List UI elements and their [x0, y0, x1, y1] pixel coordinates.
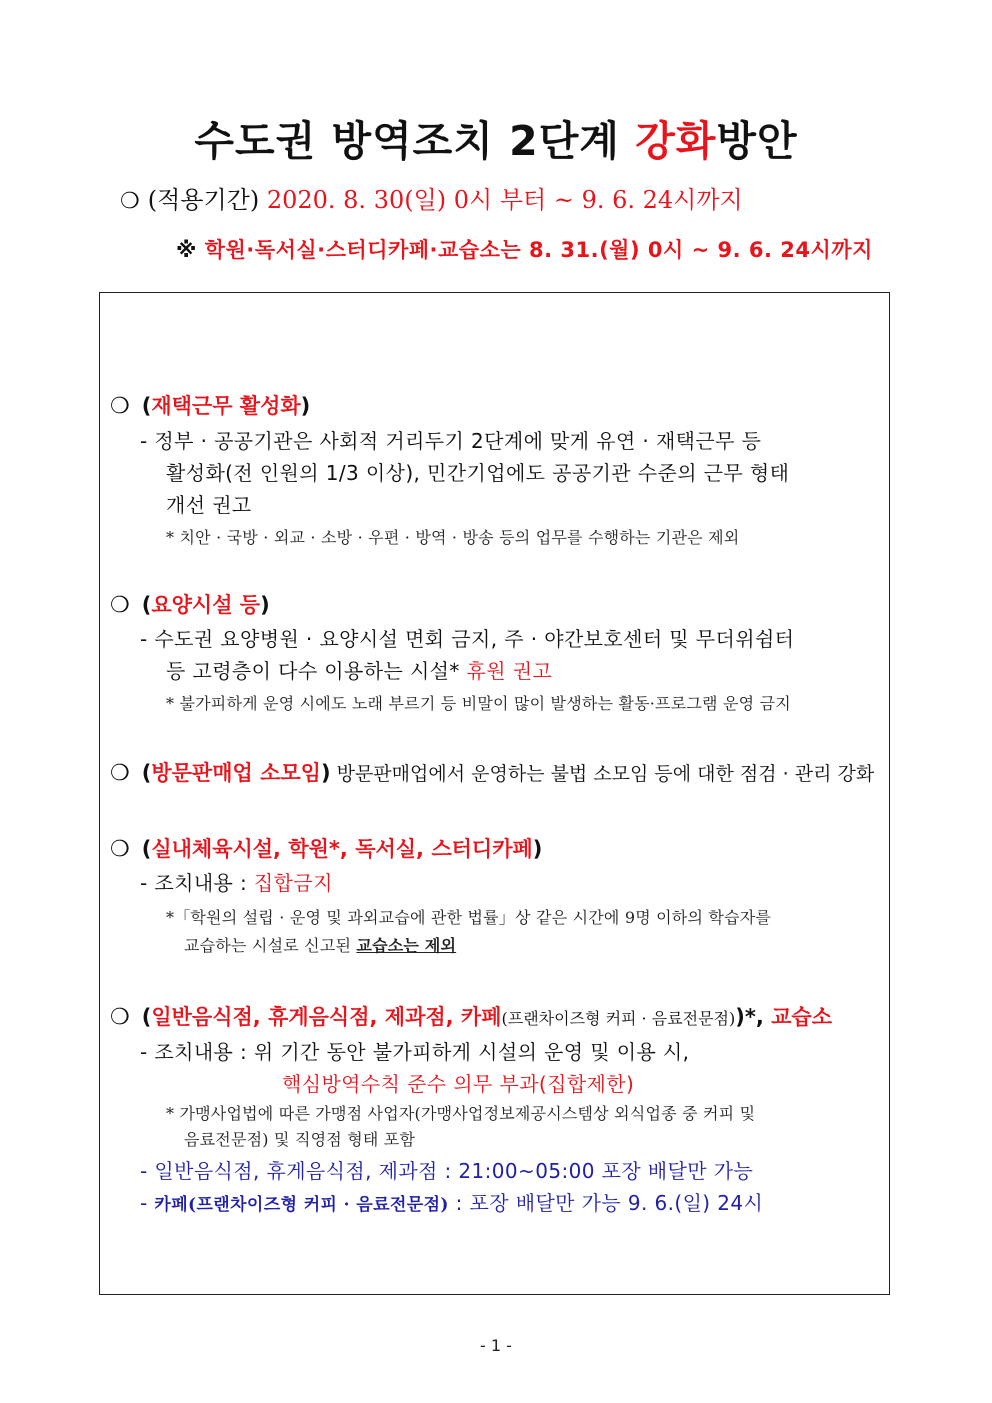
bullet-icon: ❍: [110, 761, 130, 786]
gym-note-1: *「학원의 설립 · 운영 및 과외교습에 관한 법률」상 같은 시간에 9명 이하의 학습자를: [166, 908, 772, 927]
remote-line-2: 활성화(전 인원의 1/3 이상), 민간기업에도 공공기관 수준의 근무 형태: [166, 461, 790, 485]
bullet-icon: ❍: [110, 394, 130, 419]
reference-mark: ※: [176, 238, 205, 262]
bullet-icon: ❍: [110, 593, 130, 618]
section-care-heading: ❍ (요양시설 등): [110, 593, 270, 618]
food-blue-line-1: - 일반음식점, 휴게음식점, 제과점 : 21:00~05:00 포장 배달만 가능: [140, 1159, 754, 1183]
top-note-text: 학원·독서실·스터디카페·교습소는 8. 31.(월) 0시 ~ 9. 6. 24시까지: [204, 238, 873, 262]
page-title: 수도권 방역조치 2단계 강화방안: [194, 117, 798, 165]
period-label: (적용기간): [147, 186, 267, 214]
section-remote-heading: ❍ (재택근무 활성화): [110, 394, 311, 419]
food-note-1: * 가맹사업법에 따른 가맹점 사업자(가맹사업정보제공시스템상 외식업종 중 커피 및: [166, 1104, 756, 1123]
bullet-icon: ❍: [110, 837, 130, 862]
care-line-2: 등 고령층이 다수 이용하는 시설* 휴원 권고: [166, 659, 553, 683]
bullet-icon: ❍: [110, 1005, 130, 1030]
care-line-1: - 수도권 요양병원 · 요양시설 면회 금지, 주 · 야간보호센터 및 무더위쉼터: [140, 627, 795, 651]
food-blue-line-2: - 카페(프랜차이즈형 커피 · 음료전문점) : 포장 배달만 가능 9. 6.(일) 24시: [140, 1191, 764, 1215]
bullet-icon: ❍: [120, 189, 140, 214]
food-line-1: - 조치내용 : 위 기간 동안 불가피하게 시설의 운영 및 이용 시,: [140, 1040, 690, 1064]
section-gym-heading: ❍ (실내체육시설, 학원*, 독서실, 스터디카페): [110, 837, 543, 862]
gym-measure: - 조치내용 : 집합금지: [140, 871, 333, 895]
food-line-2: 핵심방역수칙 준수 의무 부과(집합제한): [282, 1072, 635, 1096]
gym-note-2: 교습하는 시설로 신고된 교습소는 제외: [184, 936, 457, 955]
period-line: [120, 180, 743, 215]
top-note: [176, 234, 873, 264]
care-note: * 불가피하게 운영 시에도 노래 부르기 등 비말이 많이 발생하는 활동·프로그램 운영 금지: [166, 694, 791, 713]
content-box: [99, 292, 890, 1295]
section-food-heading: ❍ (일반음식점, 휴게음식점, 제과점, 카페(프랜차이즈형 커피 · 음료전문점))*, 교습소: [110, 1005, 832, 1030]
page-number: - 1 -: [480, 1336, 512, 1355]
period-value: 2020. 8. 30(일) 0시 부터 ~ 9. 6. 24시까지: [266, 186, 743, 214]
section-sales-heading: ❍ (방문판매업 소모임) 방문판매업에서 운영하는 불법 소모임 등에 대한 점검 · 관리 강화: [110, 761, 875, 786]
food-note-2: 음료전문점) 및 직영점 형태 포함: [184, 1130, 416, 1149]
remote-line-1: - 정부 · 공공기관은 사회적 거리두기 2단계에 맞게 유연 · 재택근무 등: [140, 429, 762, 453]
title-highlight: 강화: [635, 117, 717, 165]
remote-line-3: 개선 권고: [166, 493, 252, 517]
remote-note: * 치안 · 국방 · 외교 · 소방 · 우편 · 방역 · 방송 등의 업무를 수행하는 기관은 제외: [166, 528, 740, 547]
